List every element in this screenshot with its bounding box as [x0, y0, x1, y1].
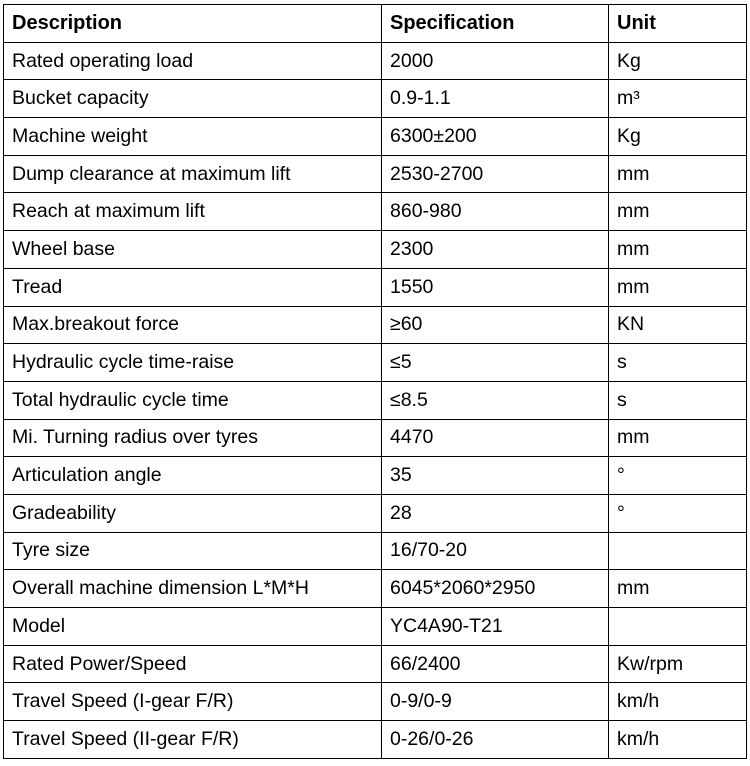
- unit-cell: Kg: [609, 42, 747, 80]
- table-row: [4, 721, 747, 759]
- table-row: [4, 683, 747, 721]
- specification-cell: ≥60: [382, 306, 609, 344]
- unit-cell: km/h: [609, 721, 747, 759]
- specification-cell: 4470: [382, 419, 609, 457]
- table-row: [4, 193, 747, 231]
- specification-cell: 66/2400: [382, 645, 609, 683]
- specification-cell: 6045*2060*2950: [382, 570, 609, 608]
- description-cell: Tyre size: [4, 532, 382, 570]
- description-cell: Bucket capacity: [4, 80, 382, 118]
- table-row: [4, 306, 747, 344]
- specification-cell: 2530-2700: [382, 155, 609, 193]
- description-cell: Wheel base: [4, 231, 382, 269]
- description-cell: Tread: [4, 268, 382, 306]
- unit-cell: [609, 608, 747, 646]
- unit-cell: mm: [609, 268, 747, 306]
- specification-cell: 35: [382, 457, 609, 495]
- table-row: [4, 344, 747, 382]
- unit-cell: mm: [609, 570, 747, 608]
- description-cell: Travel Speed (I-gear F/R): [4, 683, 382, 721]
- specification-cell: 0-9/0-9: [382, 683, 609, 721]
- description-cell: Model: [4, 608, 382, 646]
- unit-cell: s: [609, 344, 747, 382]
- description-cell: Rated operating load: [4, 42, 382, 80]
- table-row: [4, 118, 747, 156]
- description-cell: Total hydraulic cycle time: [4, 381, 382, 419]
- unit-cell: km/h: [609, 683, 747, 721]
- specification-cell: 0.9-1.1: [382, 80, 609, 118]
- unit-cell: °: [609, 494, 747, 532]
- specification-cell: 860-980: [382, 193, 609, 231]
- table-row: [4, 80, 747, 118]
- specification-cell: YC4A90-T21: [382, 608, 609, 646]
- unit-cell: mm: [609, 231, 747, 269]
- table-header-row: [4, 5, 747, 43]
- specification-cell: 16/70-20: [382, 532, 609, 570]
- table-body: [4, 42, 747, 758]
- header-description: Description: [4, 5, 382, 43]
- specification-cell: 28: [382, 494, 609, 532]
- table-row: [4, 42, 747, 80]
- description-cell: Overall machine dimension L*M*H: [4, 570, 382, 608]
- table-row: [4, 155, 747, 193]
- table-row: [4, 268, 747, 306]
- unit-cell: °: [609, 457, 747, 495]
- unit-cell: s: [609, 381, 747, 419]
- specification-table: [3, 4, 747, 759]
- specification-cell: 2000: [382, 42, 609, 80]
- header-unit: Unit: [609, 5, 747, 43]
- description-cell: Articulation angle: [4, 457, 382, 495]
- unit-cell: mm: [609, 155, 747, 193]
- unit-cell: [609, 532, 747, 570]
- specification-cell: 2300: [382, 231, 609, 269]
- table-row: [4, 608, 747, 646]
- description-cell: Mi. Turning radius over tyres: [4, 419, 382, 457]
- description-cell: Reach at maximum lift: [4, 193, 382, 231]
- description-cell: Dump clearance at maximum lift: [4, 155, 382, 193]
- specification-cell: 6300±200: [382, 118, 609, 156]
- table-row: [4, 419, 747, 457]
- table-row: [4, 532, 747, 570]
- description-cell: Travel Speed (II-gear F/R): [4, 721, 382, 759]
- unit-cell: Kg: [609, 118, 747, 156]
- description-cell: Machine weight: [4, 118, 382, 156]
- specification-cell: ≤5: [382, 344, 609, 382]
- specification-cell: 0-26/0-26: [382, 721, 609, 759]
- table-row: [4, 457, 747, 495]
- unit-cell: Kw/rpm: [609, 645, 747, 683]
- table-row: [4, 494, 747, 532]
- unit-cell: KN: [609, 306, 747, 344]
- unit-cell: m³: [609, 80, 747, 118]
- unit-cell: mm: [609, 193, 747, 231]
- description-cell: Gradeability: [4, 494, 382, 532]
- table-row: [4, 570, 747, 608]
- unit-cell: mm: [609, 419, 747, 457]
- table-row: [4, 381, 747, 419]
- description-cell: Rated Power/Speed: [4, 645, 382, 683]
- specification-cell: 1550: [382, 268, 609, 306]
- description-cell: Hydraulic cycle time-raise: [4, 344, 382, 382]
- table-row: [4, 231, 747, 269]
- header-specification: Specification: [382, 5, 609, 43]
- description-cell: Max.breakout force: [4, 306, 382, 344]
- table-row: [4, 645, 747, 683]
- specification-cell: ≤8.5: [382, 381, 609, 419]
